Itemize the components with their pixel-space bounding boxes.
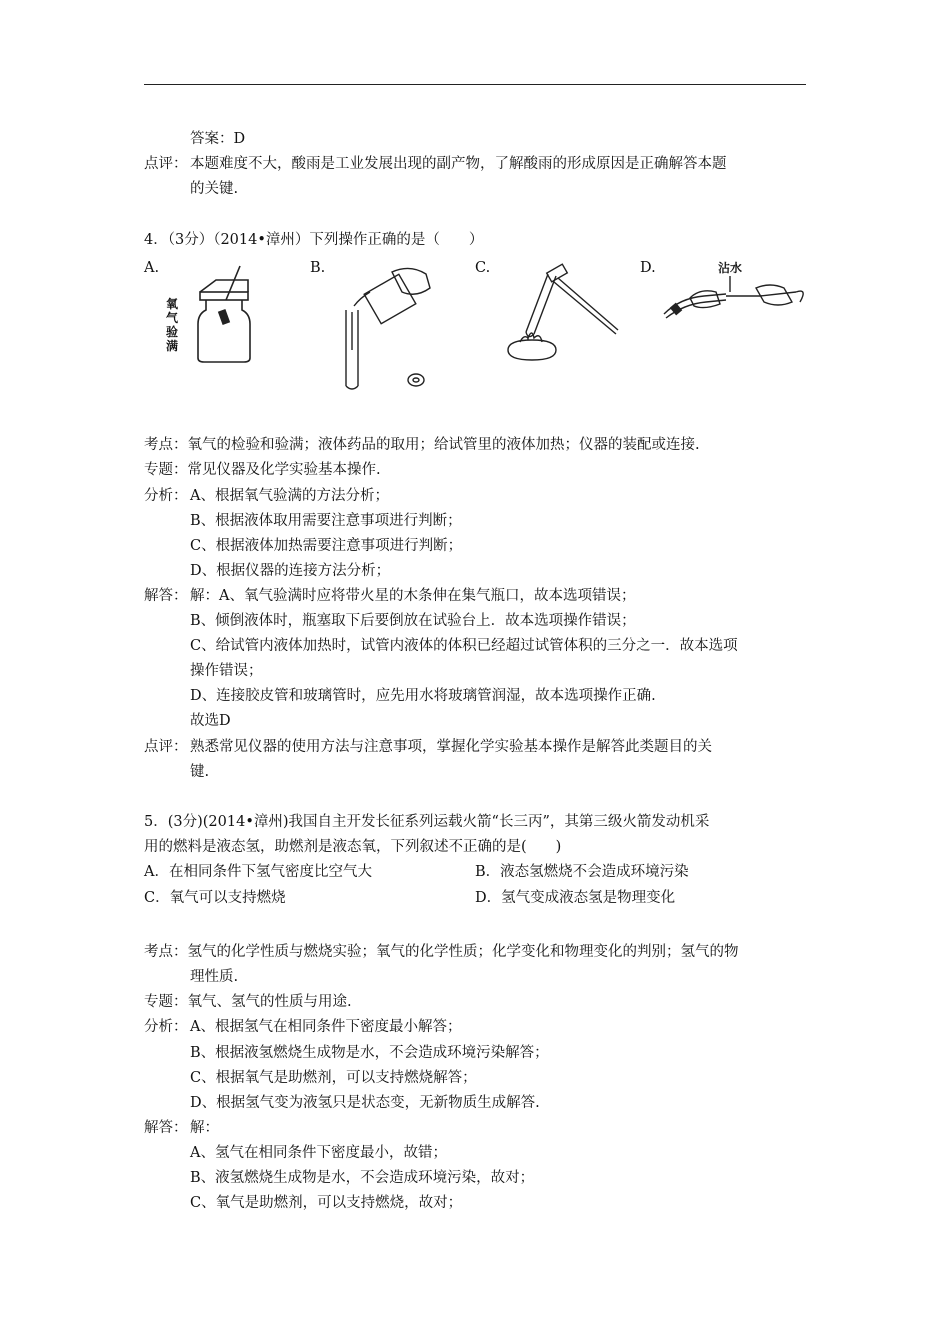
q3-review-line1: 本题难度不大，酸雨是工业发展出现的副产物，了解酸雨的形成原因是正确解答本题 bbox=[190, 156, 727, 172]
figure-a-label-3: 验 bbox=[166, 325, 179, 339]
q3-answer: 答案：D bbox=[190, 131, 246, 147]
figure-a-label-4: 满 bbox=[166, 339, 179, 353]
q4-option-c-label: C. bbox=[475, 260, 491, 276]
q5-fenxi-a: A、根据氢气在相同条件下密度最小解答； bbox=[190, 1019, 462, 1035]
q4-jieda-c-cont: 操作错误； bbox=[190, 663, 263, 679]
figure-b-pouring-liquid bbox=[330, 262, 440, 392]
q4-zhuanti: 专题：常见仪器及化学实验基本操作. bbox=[144, 462, 381, 478]
figure-a-oxygen-check bbox=[160, 262, 270, 370]
figure-a-label-2: 气 bbox=[166, 311, 179, 325]
q4-fenxi-b: B、根据液体取用需要注意事项进行判断； bbox=[190, 513, 462, 529]
q4-kaodian: 考点：氧气的检验和验满；液体药品的取用；给试管里的液体加热；仪器的装配或连接. bbox=[144, 437, 700, 453]
header-rule bbox=[144, 84, 806, 85]
q4-review-line1: 熟悉常见仪器的使用方法与注意事项，掌握化学实验基本操作是解答此类题目的关 bbox=[190, 739, 712, 755]
q5-fenxi-c: C、根据氧气是助燃剂，可以支持燃烧解答； bbox=[190, 1070, 477, 1086]
q5-kaodian-line1: 考点：氢气的化学性质与燃烧实验；氧气的化学性质；化学变化和物理变化的判别；氢气的物 bbox=[144, 944, 739, 960]
q5-fenxi-label: 分析： bbox=[144, 1019, 188, 1035]
q4-jieda-choice: 故选D bbox=[190, 713, 231, 729]
q5-option-d: D．氢气变成液态氢是物理变化 bbox=[475, 890, 676, 906]
q5-fenxi-b: B、根据液氢燃烧生成物是水，不会造成环境污染解答； bbox=[190, 1045, 549, 1061]
q5-jieda-c: C、氧气是助燃剂，可以支持燃烧，故对； bbox=[190, 1195, 463, 1211]
q4-option-d-label: D. bbox=[640, 260, 656, 276]
q5-jieda-b: B、液氢燃烧生成物是水，不会造成环境污染，故对； bbox=[190, 1170, 535, 1186]
q5-jieda-label: 解答： bbox=[144, 1120, 188, 1136]
q4-jieda-a: 解：A、氧气验满时应将带火星的木条伸在集气瓶口，故本选项错误； bbox=[190, 588, 636, 604]
figure-d-connecting-tube bbox=[660, 258, 810, 328]
q3-review-label: 点评： bbox=[144, 156, 188, 172]
q5-stem-line1: 5．(3分)(2014•漳州)我国自主开发长征系列运载火箭“长三丙”，其第三级火箭发动机采 bbox=[144, 814, 710, 830]
q4-fenxi-c: C、根据液体加热需要注意事项进行判断； bbox=[190, 538, 463, 554]
q4-review-label: 点评： bbox=[144, 739, 188, 755]
q4-jieda-d: D、连接胶皮管和玻璃管时，应先用水将玻璃管润湿，故本选项操作正确. bbox=[190, 688, 656, 704]
q5-zhuanti: 专题：氧气、氢气的性质与用途. bbox=[144, 994, 352, 1010]
q4-fenxi-a: A、根据氧气验满的方法分析； bbox=[190, 488, 389, 504]
q5-jieda-intro: 解： bbox=[190, 1120, 219, 1136]
q5-option-c: C．氧气可以支持燃烧 bbox=[144, 890, 286, 906]
q5-kaodian-line2: 理性质. bbox=[190, 969, 239, 985]
q3-review-line2: 的关键. bbox=[190, 181, 239, 197]
q5-fenxi-d: D、根据氢气变为液氢只是状态变，无新物质生成解答. bbox=[190, 1095, 540, 1111]
q4-fenxi-d: D、根据仪器的连接方法分析； bbox=[190, 563, 391, 579]
q4-stem: 4．（3分）（2014•漳州）下列操作正确的是（ ） bbox=[144, 232, 484, 248]
q4-option-a-label: A. bbox=[144, 260, 160, 276]
q4-review-line2: 键. bbox=[190, 764, 210, 780]
q4-option-b-label: B. bbox=[310, 260, 326, 276]
q4-jieda-label: 解答： bbox=[144, 588, 188, 604]
q4-jieda-b: B、倾倒液体时，瓶塞取下后要倒放在试验台上．故本选项操作错误； bbox=[190, 613, 636, 629]
q5-stem-line2: 用的燃料是液态氢，助燃剂是液态氧，下列叙述不正确的是( ) bbox=[144, 839, 562, 855]
q5-jieda-a: A、氢气在相同条件下密度最小，故错； bbox=[190, 1145, 447, 1161]
figure-c-heating-tube bbox=[498, 262, 623, 370]
figure-d-label: 沾水 bbox=[718, 261, 743, 275]
q4-jieda-c: C、给试管内液体加热时，试管内液体的体积已经超过试管体积的三分之一．故本选项 bbox=[190, 638, 738, 654]
figure-a-label-1: 氧 bbox=[166, 297, 179, 311]
q4-fenxi-label: 分析： bbox=[144, 488, 188, 504]
q5-option-a: A．在相同条件下氢气密度比空气大 bbox=[144, 864, 372, 880]
q5-option-b: B．液态氢燃烧不会造成环境污染 bbox=[475, 864, 689, 880]
